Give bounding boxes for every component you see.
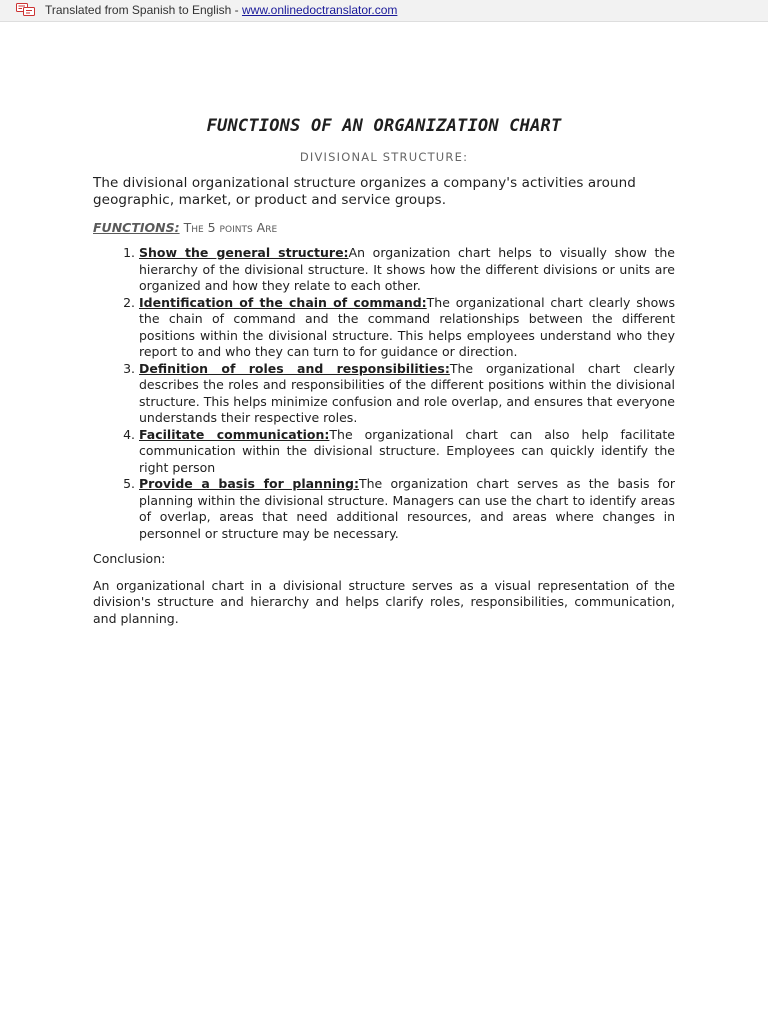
banner-text: Translated from Spanish to English - www.onlinedoctranslator.com — [45, 3, 398, 17]
functions-list — [93, 245, 675, 542]
list-item — [139, 427, 675, 477]
list-item — [139, 295, 675, 361]
list-item — [139, 245, 675, 295]
document-title: FUNCTIONS OF AN ORGANIZATION CHART — [206, 116, 562, 136]
point-text: An organization chart helps to visually show the hierarchy of the divisional structure. It shows how the different divisions or units are organized and how they relate to each other. — [139, 245, 675, 293]
point-text: The organizational chart can also help facilitate communication within the divisional structure. Employees can quickly identify the right person — [139, 426, 675, 475]
conclusion-label: Conclusion: — [93, 551, 166, 566]
conclusion-paragraph: An organizational chart in a divisional structure serves as a visual representation of the division's structure and hierarchy and helps clarify roles, responsibilities, communication, and planning. — [93, 577, 675, 626]
list-item — [139, 361, 675, 427]
point-label: Definition of roles and responsibilities: — [139, 360, 450, 376]
list-item — [139, 476, 675, 542]
point-label: Provide a basis for planning: — [139, 476, 359, 491]
functions-label: FUNCTIONS: — [93, 220, 180, 235]
functions-sublabel: The 5 points Are — [179, 220, 278, 235]
translator-logo-icon — [16, 3, 36, 16]
point-label: Show the general structure: — [139, 245, 349, 260]
translator-link[interactable]: www.onlinedoctranslator.com — [241, 3, 398, 17]
intro-paragraph: The divisional organizational structure organizes a company's activities around geographic, market, or product and service groups. — [93, 175, 636, 208]
point-text: The organizational chart clearly shows the chain of command and the command relationships between the different positions within the divisional structure. This helps employees understand who they report to and who they can turn to for guidance or direction. — [139, 294, 676, 359]
functions-heading — [93, 219, 675, 236]
document-page — [93, 115, 675, 627]
point-text: The organization chart serves as the basis for planning within the divisional structure. Managers can use the chart to identify areas of overlap, areas that need additional resources, and areas where changes in personnel or structure may be necessary. — [139, 476, 675, 541]
document-subtitle: DIVISIONAL STRUCTURE: — [299, 150, 469, 164]
translation-banner — [0, 0, 768, 22]
point-label: Identification of the chain of command: — [139, 294, 427, 310]
point-label: Facilitate communication: — [139, 426, 330, 442]
point-text: The organizational chart clearly describes the roles and responsibilities of the different positions within the divisional structure. This helps minimize confusion and role overlap, and ensures that everyone understands their respective roles. — [139, 360, 675, 425]
